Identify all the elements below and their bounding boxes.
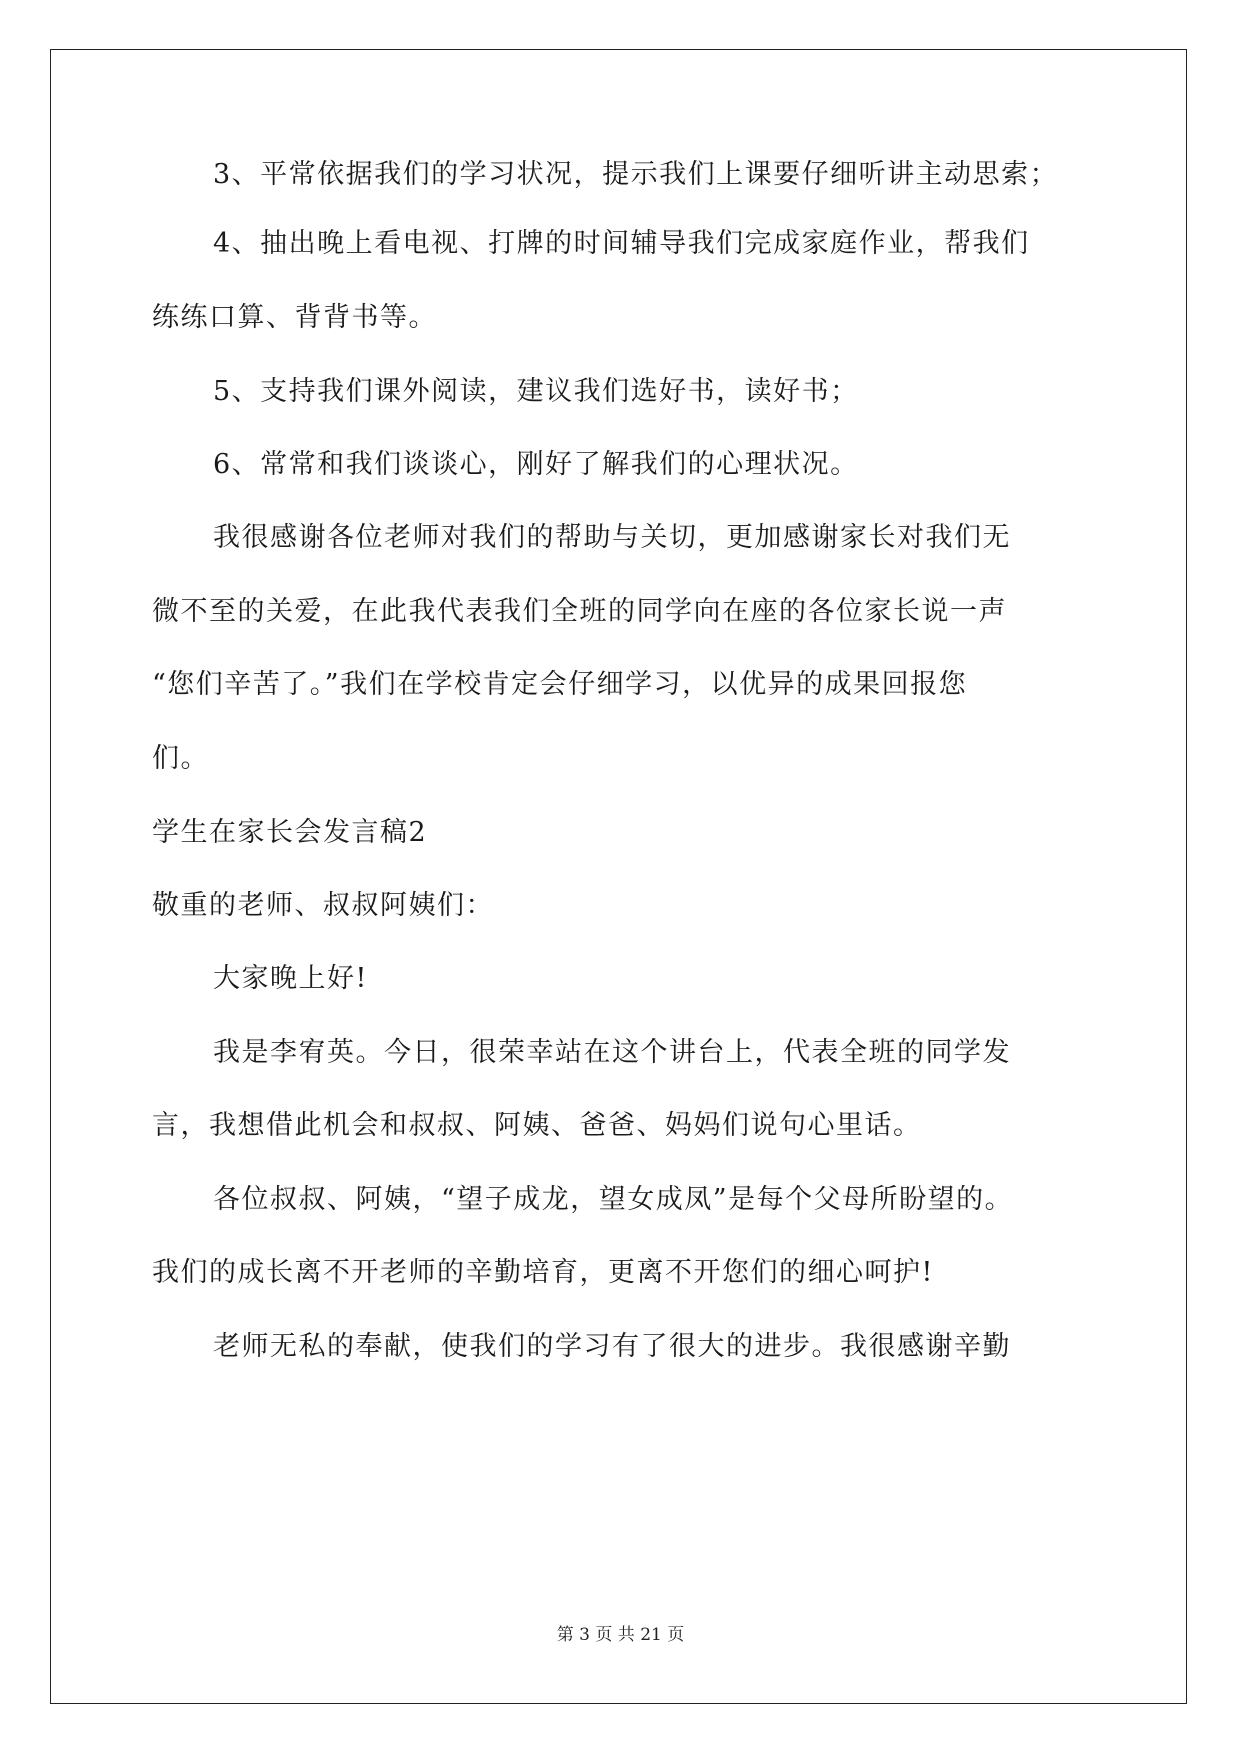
body-line: 老师无私的奉献，使我们的学习有了很大的进步。我很感谢辛勤 <box>213 1331 1011 1362</box>
body-line: 4、抽出晚上看电视、打牌的时间辅导我们完成家庭作业，帮我们 <box>213 228 1030 259</box>
body-line: 言，我想借此机会和叔叔、阿姨、爸爸、妈妈们说句心里话。 <box>152 1110 922 1141</box>
body-line: 们。 <box>152 743 209 774</box>
body-line: 我们的成长离不开老师的辛勤培育，更离不开您们的细心呵护! <box>152 1257 934 1288</box>
salutation: 敬重的老师、叔叔阿姨们： <box>152 890 494 921</box>
body-line: 6、常常和我们谈谈心，刚好了解我们的心理状况。 <box>213 449 859 480</box>
body-line: “您们辛苦了。”我们在学校肯定会仔细学习，以优异的成果回报您 <box>152 669 968 700</box>
greeting: 大家晚上好! <box>213 963 368 994</box>
body-line: 5、支持我们课外阅读，建议我们选好书，读好书； <box>213 376 859 407</box>
section-heading: 学生在家长会发言稿2 <box>152 817 428 848</box>
body-line: 我很感谢各位老师对我们的帮助与关切，更加感谢家长对我们无 <box>213 522 1011 553</box>
body-line: 3、平常依据我们的学习状况，提示我们上课要仔细听讲主动思索； <box>213 159 1059 190</box>
page-number: 第 3 页 共 21 页 <box>556 1625 685 1645</box>
body-line: 各位叔叔、阿姨，“望子成龙，望女成凤”是每个父母所盼望的。 <box>213 1184 1014 1215</box>
body-line: 微不至的关爱，在此我代表我们全班的同学向在座的各位家长说一声 <box>152 596 1007 627</box>
page-border <box>50 49 1187 1704</box>
body-line: 我是李宥英。今日，很荣幸站在这个讲台上，代表全班的同学发 <box>213 1037 1011 1068</box>
body-line: 练练口算、背背书等。 <box>152 302 437 333</box>
